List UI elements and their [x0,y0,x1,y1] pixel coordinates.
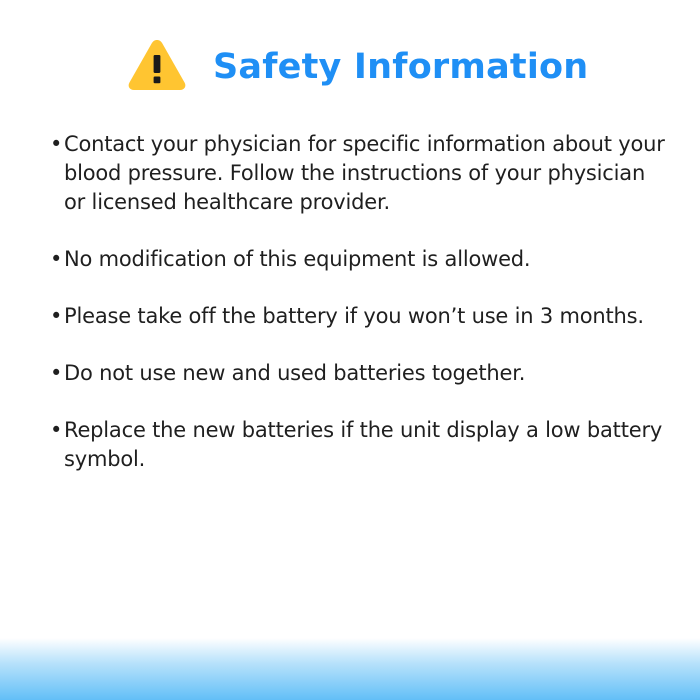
list-item-text: Do not use new and used batteries together. [64,361,526,385]
bullet: • [50,361,63,385]
list-item-text: Contact your physician for specific information about your blood pressure. Follow the instructions of your physician or licensed healthcare provider. [64,132,665,214]
bullet: • [50,247,63,271]
list-item [50,416,665,474]
list-item [50,130,665,217]
list-item-text: Replace the new batteries if the unit display a low battery symbol. [64,418,663,471]
safety-list [50,130,665,502]
bullet: • [50,304,63,328]
page-title: Safety Information [213,47,589,87]
bullet: • [50,418,63,442]
list-item [50,302,665,331]
list-item-text: Please take off the battery if you won’t use in 3 months. [64,304,644,328]
bottom-gradient-band [0,638,700,700]
bullet: • [50,132,63,156]
list-item [50,245,665,274]
header [0,38,700,98]
warning-triangle-icon [127,38,187,92]
list-item-text: No modification of this equipment is allowed. [64,247,531,271]
list-item [50,359,665,388]
